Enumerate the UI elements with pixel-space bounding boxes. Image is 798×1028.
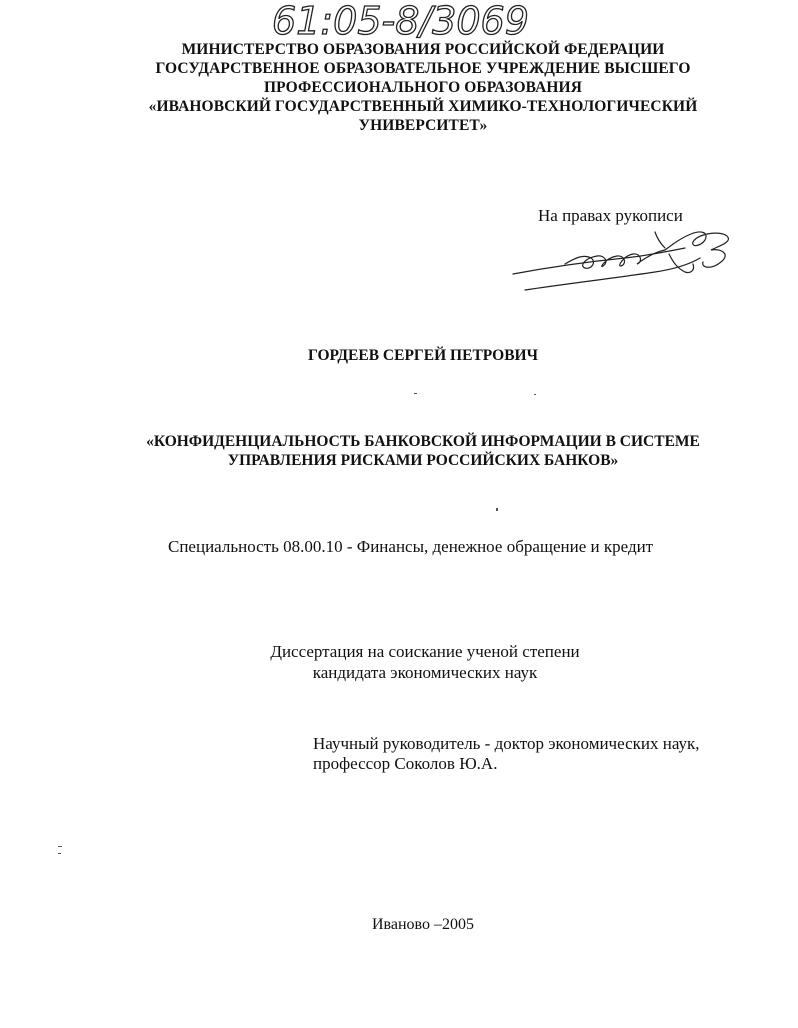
title-line: «КОНФИДЕНЦИАЛЬНОСТЬ БАНКОВСКОЙ ИНФОРМАЦИИ В СИСТЕМЕ <box>146 433 700 450</box>
scan-speck <box>534 394 536 395</box>
degree-line: кандидата экономических наук <box>312 663 538 682</box>
manuscript-rights-note: На правах рукописи <box>538 206 683 225</box>
scan-speck <box>58 853 61 854</box>
author-signature <box>505 214 745 298</box>
author-name: ГОРДЕЕВ СЕРГЕЙ ПЕТРОВИЧ <box>308 347 538 364</box>
supervisor-line: профессор Соколов Ю.А. <box>313 754 498 773</box>
scan-speck <box>414 393 417 394</box>
degree-statement <box>260 641 590 683</box>
header-line: ПРОФЕССИОНАЛЬНОГО ОБРАЗОВАНИЯ <box>264 79 582 96</box>
scan-speck <box>496 508 498 511</box>
header-line: МИНИСТЕРСТВО ОБРАЗОВАНИЯ РОССИЙСКОЙ ФЕДЕРАЦИИ <box>181 41 665 58</box>
dissertation-title <box>100 432 746 470</box>
archive-code-text: 61:05-8/3069 <box>272 0 529 43</box>
supervisor-line: Научный руководитель - доктор экономических наук, <box>313 734 700 753</box>
ministry-header <box>110 40 736 135</box>
header-line: ГОСУДАРСТВЕННОЕ ОБРАЗОВАТЕЛЬНОЕ УЧРЕЖДЕНИЕ ВЫСШЕГО <box>155 60 691 77</box>
degree-line: Диссертация на соискание ученой степени <box>270 642 580 661</box>
city-and-year: Иваново –2005 <box>371 916 474 933</box>
header-line: «ИВАНОВСКИЙ ГОСУДАРСТВЕННЫЙ ХИМИКО-ТЕХНОЛОГИЧЕСКИЙ <box>148 98 698 115</box>
header-line: УНИВЕРСИТЕТ» <box>358 117 488 134</box>
scan-speck <box>58 846 62 847</box>
specialty-line: Специальность 08.00.10 - Финансы, денежное обращение и кредит <box>168 537 654 556</box>
title-line: УПРАВЛЕНИЯ РИСКАМИ РОССИЙСКИХ БАНКОВ» <box>227 452 619 469</box>
scientific-supervisor <box>313 734 700 774</box>
